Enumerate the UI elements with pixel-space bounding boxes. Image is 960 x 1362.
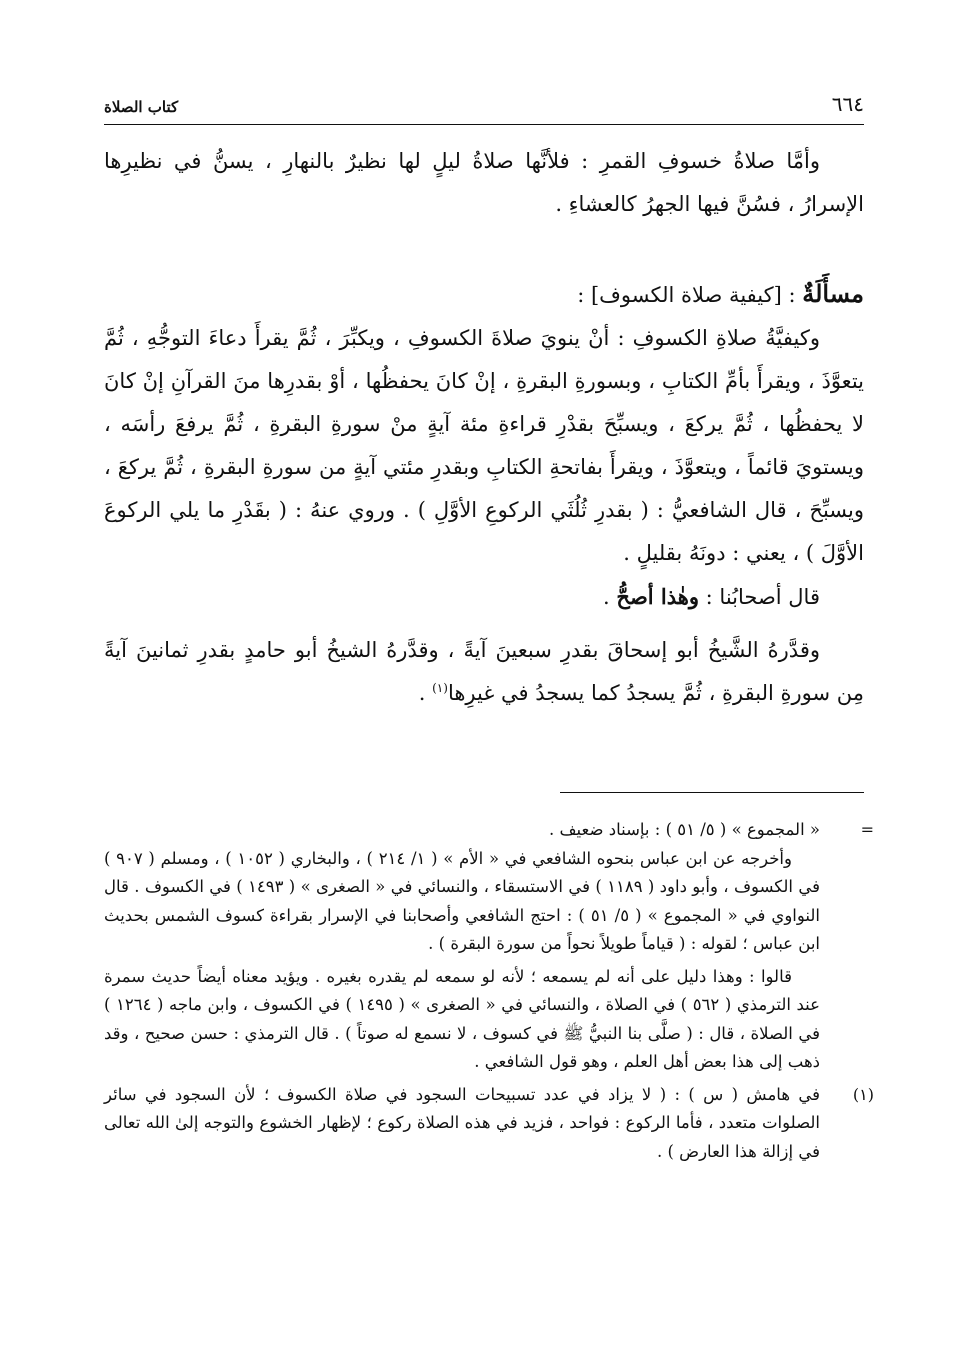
footnote-1-text: في هامش ( س ) : ( لا يزاد في عدد تسبيحات السجود في صلاة الكسوف ؛ لأن السجود في سائر الصلوات متعدد ، فأما الركوع : فواحد ، فزيد في هذه الصلاة ركوع ؛ لإظهار الخشوع والتوجه إلىٰ الله تعالى في إزالة هذا العارض ) .: [104, 1084, 820, 1161]
footnote-1: [104, 1081, 874, 1167]
paragraph-gap: [104, 619, 864, 629]
footnote-reference-1[interactable]: (١): [432, 681, 448, 695]
footnote-1-marker: (١): [852, 1084, 874, 1104]
estimation-text: وقدَّرهُ الشَّيخُ أبو إسحاقَ بقدرِ سبعينَ آيةً ، وقدَّرهُ الشيخُ أبو حامدٍ بقدرِ ثمانينَ آيةً مِن سورةِ البقرةِ ، ثُمَّ يسجدُ كما يسجدُ في غيرِها: [104, 638, 864, 705]
masala-heading-title: : [كيفية صلاة الكسوف] :: [577, 283, 803, 307]
footnotes-section: [104, 816, 874, 1166]
header-rule: [104, 124, 864, 125]
masala-heading-word: مسأَلَةٌ: [802, 279, 864, 308]
correct-opinion-phrase: وهٰذا أصحُّ: [616, 584, 699, 609]
paragraph-eclipse-prayer-method: وكيفيَّةُ صلاةِ الكسوفِ : أنْ ينويَ صلاةَ الكسوفِ ، ويكبِّرَ ، ثُمَّ يقرأَ دعاءَ التوجُّهِ ، ثُمَّ يتعوَّذَ ، ويقرأَ بأمِّ الكتابِ ، وبسورةِ البقرةِ ، إنْ كانَ يحفظُها ، أوْ بقدرِها منَ القرآنِ إنْ كانَ لا يحفظُها ، ثُمَّ يركعَ ، ويسبِّحَ بقدْرِ قراءةِ مئة آيةٍ منْ سورةِ البقرةِ ، ثُمَّ يرفعَ رأسَه ، ويستويَ قائماً ، ويتعوَّذَ ، ويقرأَ بفاتحةِ الكتابِ وبقدرِ مئتي آيةٍ من سورةِ البقرةِ ، ثُمَّ يركعَ ، ويسبِّحَ ، قال الشافعيُّ : ( بقدرِ ثُلُثَي الركوعِ الأوَّلِ ) . وروي عنهُ : ( بقَدْرِ ما يلي الركوعَ الأوَّلَ ) ، يعني : دونَهُ بقليلٍ .: [104, 326, 864, 565]
masala-heading: [104, 272, 864, 317]
running-header: [104, 92, 864, 122]
estimation-end: .: [418, 681, 433, 705]
footnote-cont-line: « المجموع » ( ٥/ ٥١ ) : بإسناد ضعيف .: [548, 820, 820, 839]
footnotes-rule: [560, 792, 864, 793]
footnote-cont-paragraph-2: قالوا : وهذا دليل على أنه لم يسمعه ؛ لأنه لو سمعه لم يقدره بغيره . ويؤيد معناه أيضاً حديث سمرة عند الترمذي ( ٥٦٢ ) في الصلاة ، والنسائي في « الصغرى » ( ١٤٩٥ ) في الكسوف ، وابن ماجه ( ١٢٦٤ ) في الصلاة ، قال : ( صلَّى بنا النبيُّ ﷺ في كسوف ، لا نسمع له صوتاً ) . قال الترمذي : حسن صحيح ، وقد ذهب إلى هذا بعض أهل العلم ، وهو قول الشافعي .: [104, 966, 820, 1071]
footnote-cont-paragraph: وأخرجه عن ابن عباس بنحوه الشافعي في « الأم » ( ١/ ٢١٤ ) ، والبخاري ( ١٠٥٢ ) ، ومسلم ( ٩٠٧ ) في الكسوف ، وأبو داود ( ١١٨٩ ) في الاستسقاء ، والنسائي في « الصغرى » ( ١٤٩٣ ) في الكسوف . قال النواوي في « المجموع » ( ٥/ ٥١ ) : احتج الشافعي وأصحابنا في الإسرار بقراءة كسوف الشمس بحديث ابن عباس ؛ لقوله : ( قياماً طويلاً نحواً من سورة البقرة ) .: [104, 848, 821, 953]
section-gap: [104, 226, 864, 272]
paragraph-lunar-eclipse: وأمَّا صلاةُ خسوفِ القمرِ : فلأنَّها صلاةُ ليلٍ لها نظيرٌ بالنهارِ ، يسنُّ في نظيرِها الإسرارُ ، فسُنَّ فيها الجهرُ كالعشاءِ .: [104, 149, 864, 216]
main-text: [104, 140, 864, 715]
paragraph-companions-opinion: [104, 575, 864, 619]
footnote-continuation: [104, 816, 874, 1077]
continuation-marker: =: [860, 820, 874, 839]
book-title: كتاب الصلاة: [104, 98, 179, 116]
page-number: ٦٦٤: [831, 92, 864, 116]
companions-suffix: .: [603, 585, 617, 609]
paragraph-estimation: [104, 629, 864, 715]
companions-prefix: قال أصحابُنا :: [699, 585, 820, 609]
